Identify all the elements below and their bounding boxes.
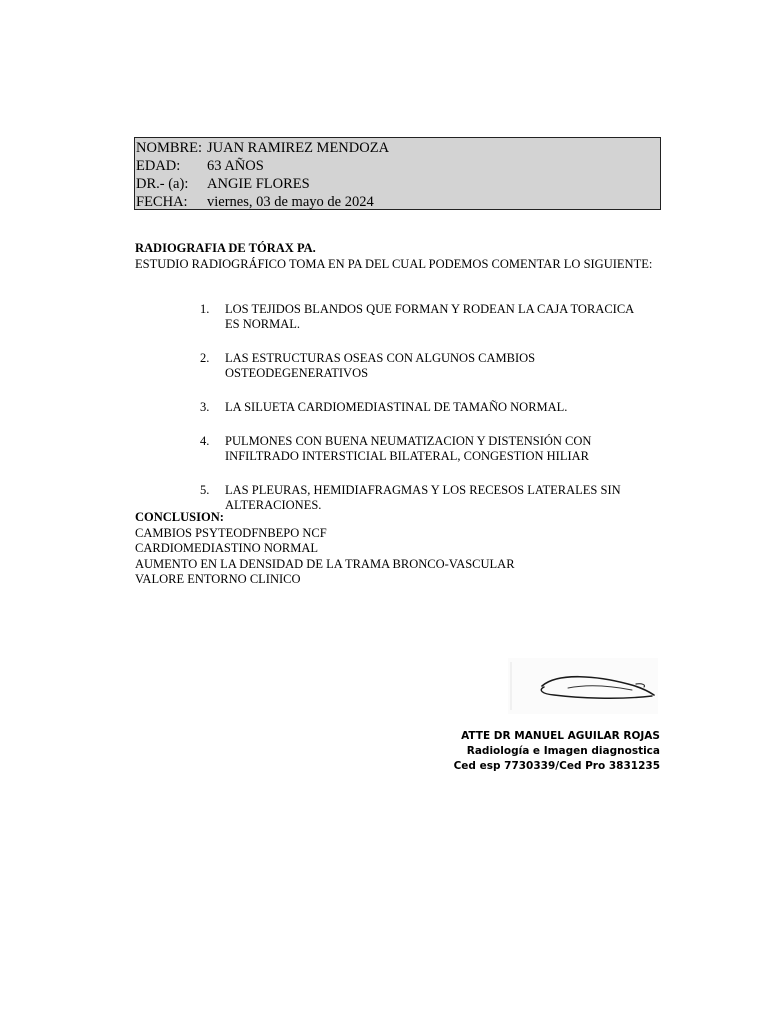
patient-age-value: 63 AÑOS <box>207 158 264 174</box>
study-intro: ESTUDIO RADIOGRÁFICO TOMA EN PA DEL CUAL PODEMOS COMENTAR LO SIGUIENTE: <box>135 257 653 271</box>
referring-doctor-row <box>136 175 660 193</box>
finding-number: 1. <box>200 302 210 316</box>
patient-name-label: NOMBRE: <box>136 140 203 156</box>
report-date-row <box>136 193 660 211</box>
conclusion-line: AUMENTO EN LA DENSIDAD DE LA TRAMA BRONCO-VASCULAR <box>135 556 515 571</box>
finding-item <box>200 400 660 415</box>
finding-number: 5. <box>200 483 210 497</box>
patient-age-label: EDAD: <box>136 158 181 174</box>
patient-info-box <box>134 137 661 210</box>
patient-name-row <box>136 139 660 157</box>
finding-item <box>200 351 660 381</box>
signer-name: ATTE DR MANUEL AGUILAR ROJAS <box>461 730 660 742</box>
referring-doctor-label: DR.- (a): <box>136 176 189 192</box>
signer-specialty: Radiología e Imagen diagnostica <box>466 745 660 757</box>
referring-doctor-value: ANGIE FLORES <box>207 176 310 192</box>
finding-number: 2. <box>200 351 210 365</box>
conclusion-line: CAMBIOS PSYTEODFNBEPO NCF <box>135 525 327 540</box>
study-title: RADIOGRAFIA DE TÓRAX PA. <box>135 241 316 255</box>
finding-item <box>200 483 660 513</box>
conclusion-section <box>135 510 515 588</box>
finding-item <box>200 434 660 464</box>
patient-age-row <box>136 157 660 175</box>
report-date-label: FECHA: <box>136 194 188 210</box>
conclusion-title: CONCLUSION: <box>135 510 224 524</box>
finding-text: LAS PLEURAS, HEMIDIAFRAGMAS Y LOS RECESOS LATERALES SIN ALTERACIONES. <box>225 483 621 512</box>
finding-number: 4. <box>200 434 210 448</box>
handwritten-signature <box>508 658 658 714</box>
conclusion-line: VALORE ENTORNO CLINICO <box>135 572 301 586</box>
signer-block <box>454 729 660 774</box>
findings-list <box>200 302 660 532</box>
conclusion-line: CARDIOMEDIASTINO NORMAL <box>135 541 318 555</box>
signer-license: Ced esp 7730339/Ced Pro 3831235 <box>453 760 660 772</box>
finding-text: PULMONES CON BUENA NEUMATIZACION Y DISTENSIÓN CON INFILTRADO INTERSTICIAL BILATERAL, CONGESTION HILIAR <box>225 434 592 463</box>
finding-text: LOS TEJIDOS BLANDOS QUE FORMAN Y RODEAN LA CAJA TORACICA ES NORMAL. <box>225 302 634 331</box>
finding-text: LAS ESTRUCTURAS OSEAS CON ALGUNOS CAMBIOS OSTEODEGENERATIVOS <box>225 351 536 380</box>
report-date-value: viernes, 03 de mayo de 2024 <box>207 194 374 210</box>
finding-item <box>200 302 660 332</box>
finding-text: LA SILUETA CARDIOMEDIASTINAL DE TAMAÑO NORMAL. <box>225 400 568 414</box>
finding-number: 3. <box>200 400 210 414</box>
patient-name-value: JUAN RAMIREZ MENDOZA <box>207 140 390 156</box>
